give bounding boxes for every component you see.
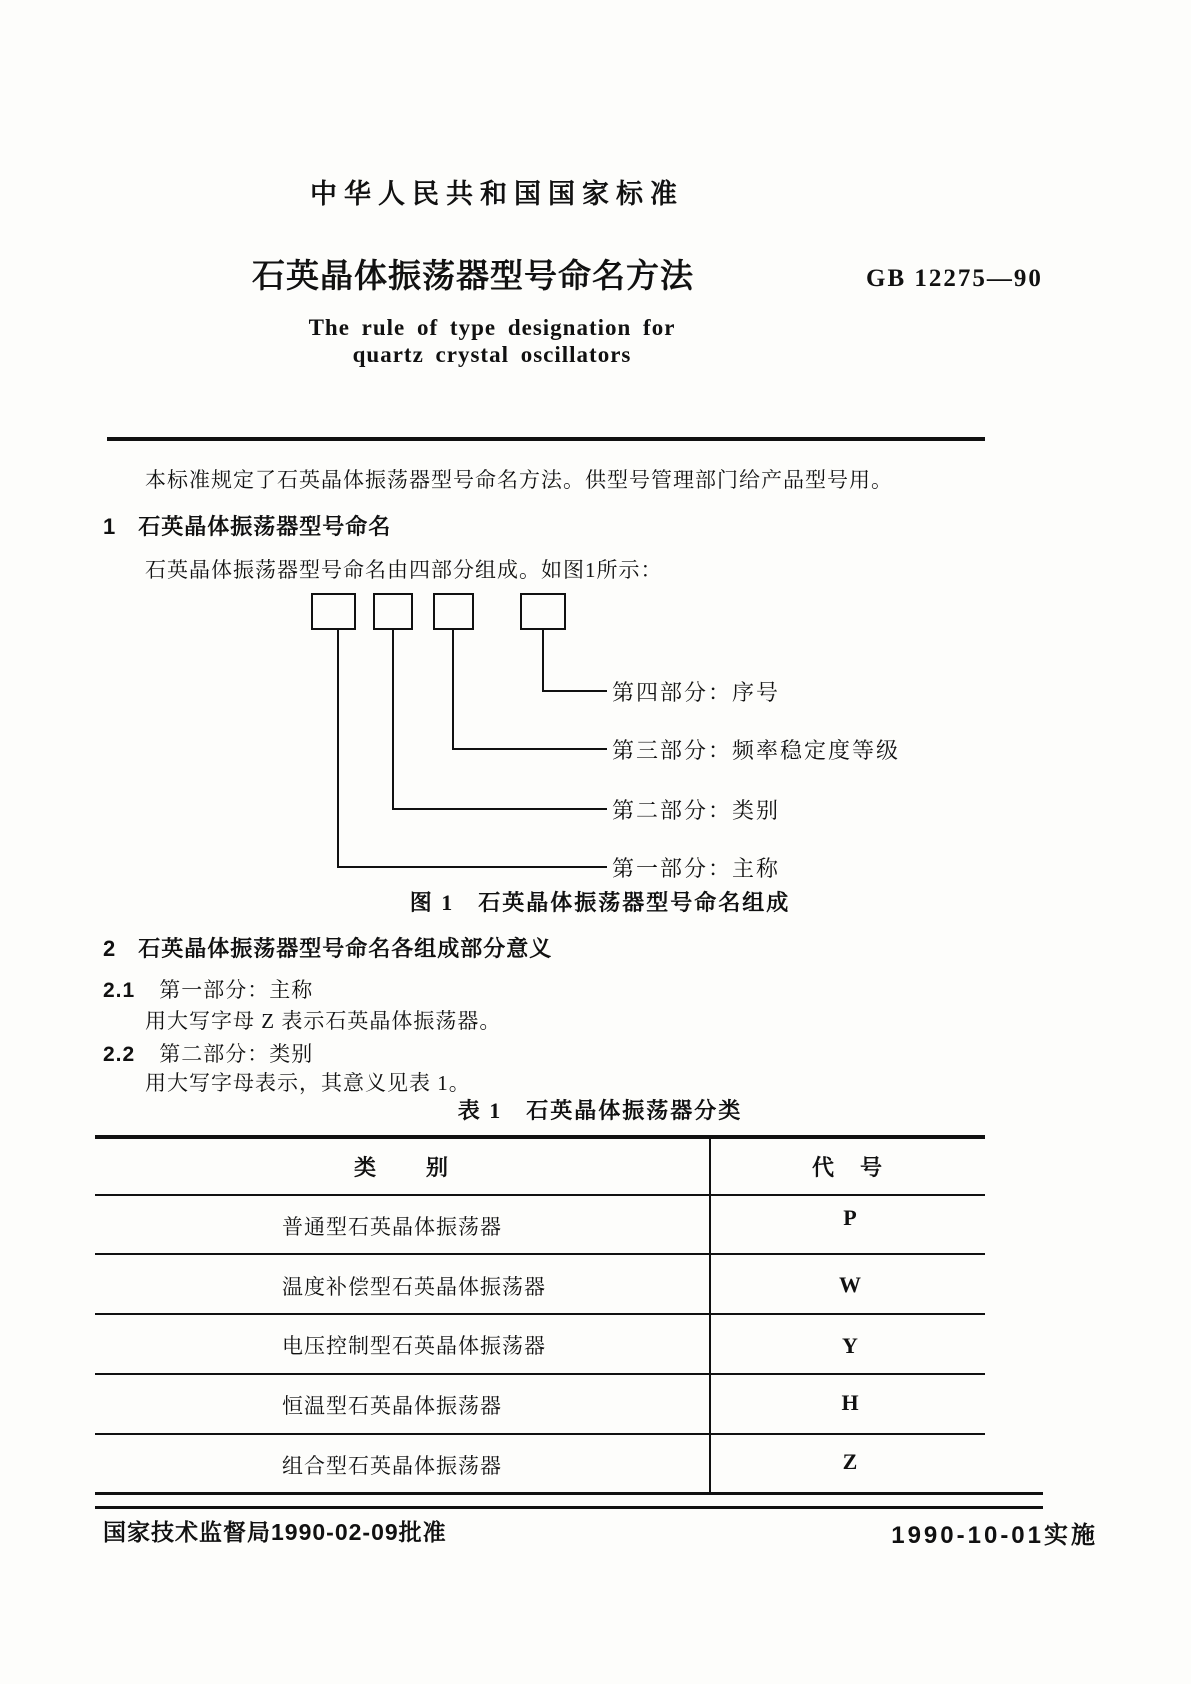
table-header-code: 代 号: [811, 1155, 885, 1180]
footer-implementation: 1990-10-01实施: [891, 1522, 1098, 1549]
footer-rule-top: [95, 1492, 1043, 1495]
table-row-divider: [95, 1313, 985, 1315]
figure-1-caption: 图 1 石英晶体振荡器型号命名组成: [409, 890, 791, 915]
english-title-line2: quartz crystal oscillators: [352, 342, 632, 367]
table-column-divider: [709, 1135, 711, 1492]
section-1-number: 1: [103, 514, 117, 539]
section-1-title: 石英晶体振荡器型号命名: [138, 514, 392, 539]
table-row-code: H: [841, 1390, 859, 1415]
standard-number: GB 12275—90: [866, 265, 1043, 292]
section-2-2-title: 第二部分：类别: [159, 1042, 314, 1066]
section-1-heading: [103, 510, 391, 541]
table-row-code: Z: [842, 1449, 858, 1474]
connector-line-part4-horizontal: [542, 690, 607, 692]
table-row-category: 组合型石英晶体振荡器: [282, 1454, 502, 1478]
table-row-divider: [95, 1373, 985, 1375]
table-row-divider: [95, 1433, 985, 1435]
table-top-border: [95, 1135, 985, 1139]
table-row-category: 普通型石英晶体振荡器: [282, 1215, 502, 1239]
footer-rule-bottom: [95, 1506, 1043, 1509]
section-2-1-title: 第一部分：主称: [159, 978, 314, 1002]
section-2-2-heading: [103, 1038, 313, 1068]
designation-box-part4: [520, 593, 566, 630]
connector-line-part2: [392, 630, 394, 810]
table-row-divider: [95, 1253, 985, 1255]
section-2-title: 石英晶体振荡器型号命名各组成部分意义: [138, 936, 553, 961]
section-2-heading: [103, 932, 552, 963]
table-1-caption: 表 1 石英晶体振荡器分类: [457, 1098, 743, 1123]
table-row-category: 电压控制型石英晶体振荡器: [282, 1334, 546, 1358]
designation-box-part2: [373, 593, 413, 630]
connector-line-part4: [542, 630, 544, 692]
connector-line-part3: [452, 630, 454, 750]
figure-label-part2: 第二部分：类别: [612, 798, 781, 823]
section-2-1-body: 用大写字母 Z 表示石英晶体振荡器。: [145, 1009, 502, 1033]
table-row-category: 温度补偿型石英晶体振荡器: [282, 1275, 546, 1299]
table-row-code: W: [839, 1272, 861, 1297]
connector-line-part2-horizontal: [392, 808, 607, 810]
header-divider-rule: [107, 437, 985, 441]
section-2-1-number: 2.1: [103, 979, 136, 1002]
section-2-number: 2: [103, 936, 117, 961]
table-row-code: P: [843, 1205, 857, 1230]
connector-line-part1: [337, 630, 339, 868]
footer-approval: 国家技术监督局1990-02-09批准: [103, 1519, 447, 1545]
designation-box-part1: [311, 593, 356, 630]
connector-line-part1-horizontal: [337, 866, 607, 868]
table-row-code: Y: [842, 1333, 858, 1358]
figure-label-part3: 第三部分：频率稳定度等级: [612, 738, 901, 763]
designation-box-part3: [433, 593, 474, 630]
section-2-2-number: 2.2: [103, 1043, 136, 1066]
section-2-1-heading: [103, 974, 313, 1004]
intro-paragraph: 本标准规定了石英晶体振荡器型号命名方法。供型号管理部门给产品型号用。: [145, 468, 893, 492]
figure-label-part4: 第四部分：序号: [612, 680, 781, 705]
connector-line-part3-horizontal: [452, 748, 607, 750]
section-1-body: 石英晶体振荡器型号命名由四部分组成。如图1所示：: [145, 558, 663, 582]
document-title: 石英晶体振荡器型号命名方法: [252, 257, 694, 294]
table-header-category: 类 别: [353, 1155, 451, 1180]
national-standard-label: 中华人民共和国国家标准: [310, 179, 684, 209]
table-row-divider: [95, 1194, 985, 1196]
section-2-2-body: 用大写字母表示，其意义见表 1。: [145, 1071, 471, 1095]
english-title-line1: The rule of type designation for: [308, 315, 676, 340]
figure-label-part1: 第一部分：主称: [612, 856, 781, 881]
table-row-category: 恒温型石英晶体振荡器: [282, 1394, 502, 1418]
